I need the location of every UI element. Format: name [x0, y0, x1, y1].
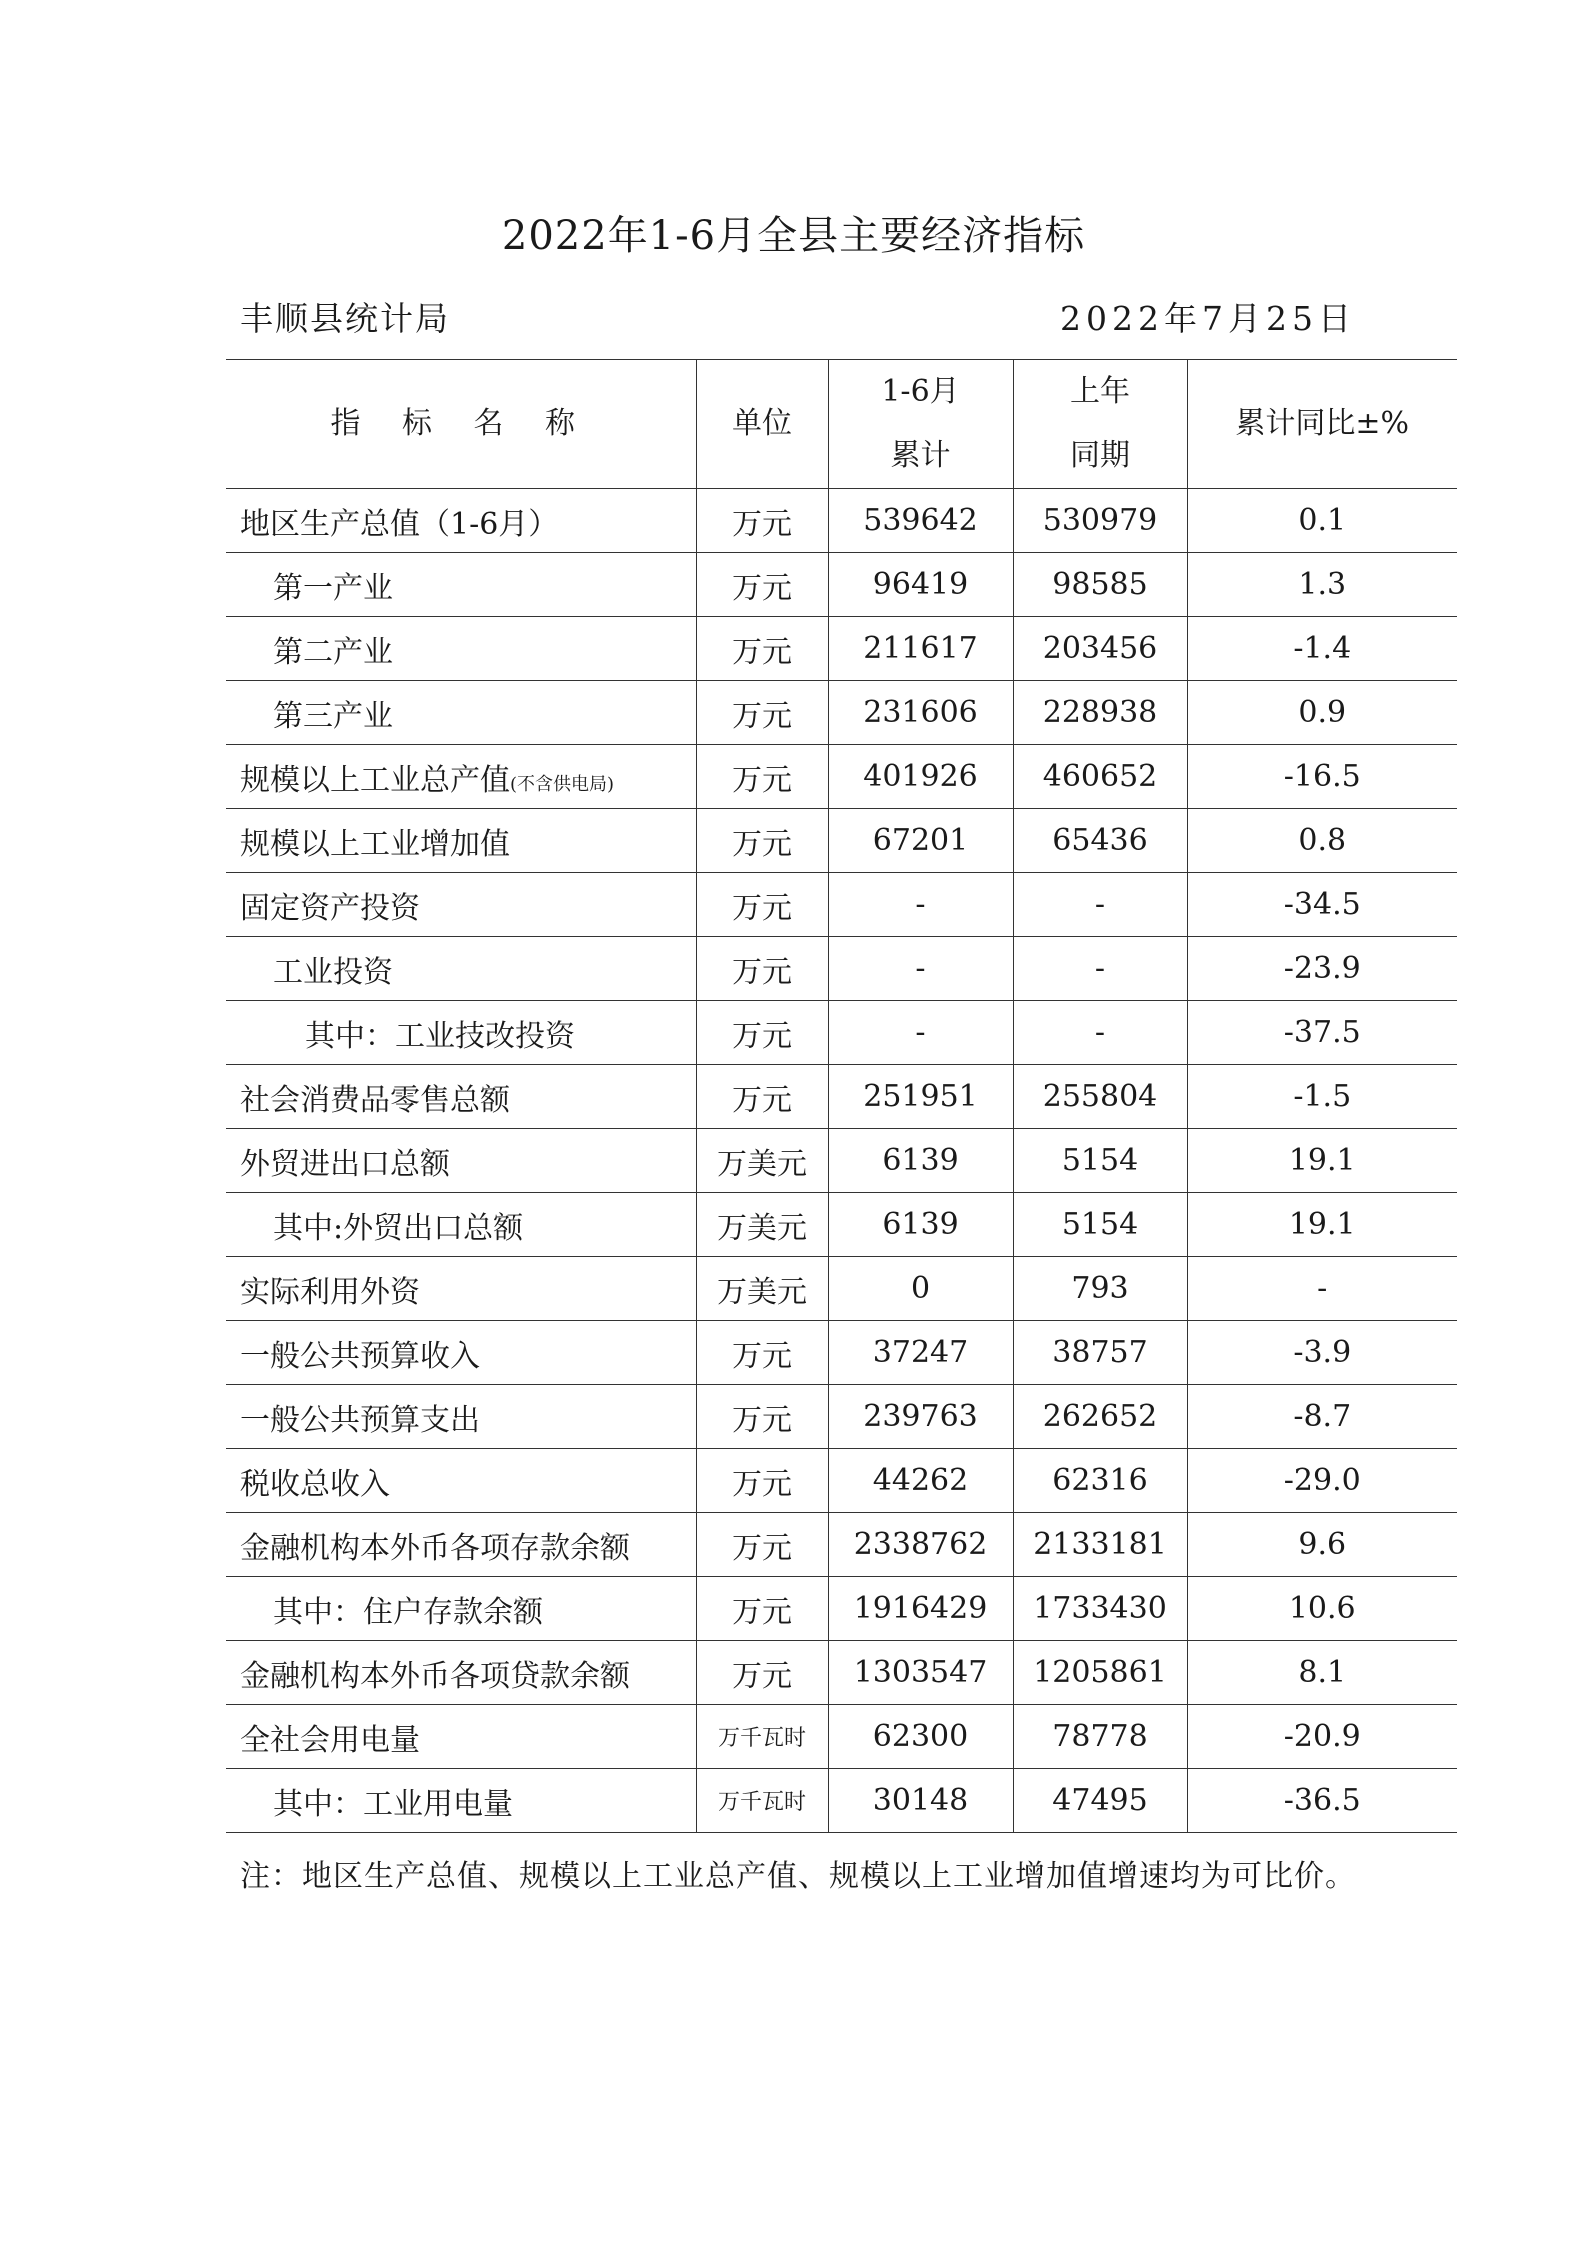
- row-previous: 228938: [1013, 681, 1187, 745]
- row-unit: 万千瓦时: [696, 1769, 828, 1833]
- row-previous: 5154: [1013, 1193, 1187, 1257]
- row-current: 6139: [828, 1129, 1013, 1193]
- row-name: 一般公共预算收入: [226, 1321, 696, 1385]
- row-name: 地区生产总值（1-6月）: [226, 489, 696, 553]
- row-current: 96419: [828, 553, 1013, 617]
- row-name: 全社会用电量: [226, 1705, 696, 1769]
- table-row: [226, 1449, 1457, 1513]
- row-yoy: -20.9: [1187, 1705, 1457, 1769]
- table-row: [226, 937, 1457, 1001]
- row-previous: 78778: [1013, 1705, 1187, 1769]
- row-name: 其中:外贸出口总额: [226, 1193, 696, 1257]
- publish-date: 2022年7月25日: [1060, 299, 1356, 338]
- row-yoy: 0.1: [1187, 489, 1457, 553]
- row-yoy: 19.1: [1187, 1129, 1457, 1193]
- row-previous: 203456: [1013, 617, 1187, 681]
- row-name: 其中：工业技改投资: [226, 1001, 696, 1065]
- row-unit: 万元: [696, 1065, 828, 1129]
- row-previous: 62316: [1013, 1449, 1187, 1513]
- row-name-note: (不含供电局): [510, 773, 615, 795]
- row-previous: 5154: [1013, 1129, 1187, 1193]
- header-current-line1: 1-6月: [881, 374, 960, 409]
- row-name: 第一产业: [226, 553, 696, 617]
- table-row: [226, 1129, 1457, 1193]
- row-yoy: -1.4: [1187, 617, 1457, 681]
- row-yoy: 19.1: [1187, 1193, 1457, 1257]
- row-name: 税收总收入: [226, 1449, 696, 1513]
- document-title: 2022年1-6月全县主要经济指标: [501, 213, 1086, 259]
- table-row: [226, 809, 1457, 873]
- row-previous: 262652: [1013, 1385, 1187, 1449]
- table-row: [226, 1257, 1457, 1321]
- row-previous: 460652: [1013, 745, 1187, 809]
- row-name-text: 规模以上工业总产值: [240, 762, 510, 798]
- row-name: 金融机构本外币各项贷款余额: [226, 1641, 696, 1705]
- row-unit: 万美元: [696, 1129, 828, 1193]
- row-current: 1916429: [828, 1577, 1013, 1641]
- table-row: [226, 489, 1457, 553]
- row-name: 实际利用外资: [226, 1257, 696, 1321]
- row-yoy: 0.9: [1187, 681, 1457, 745]
- row-yoy: -37.5: [1187, 1001, 1457, 1065]
- row-yoy: 1.3: [1187, 553, 1457, 617]
- row-unit: 万元: [696, 1385, 828, 1449]
- row-yoy: -23.9: [1187, 937, 1457, 1001]
- row-current: 251951: [828, 1065, 1013, 1129]
- row-current: 539642: [828, 489, 1013, 553]
- row-current: 1303547: [828, 1641, 1013, 1705]
- row-previous: 98585: [1013, 553, 1187, 617]
- row-unit: 万元: [696, 681, 828, 745]
- row-unit: 万元: [696, 553, 828, 617]
- row-yoy: 0.8: [1187, 809, 1457, 873]
- header-previous-line1: 上年: [1070, 374, 1130, 409]
- table-row: [226, 1321, 1457, 1385]
- row-unit: 万元: [696, 937, 828, 1001]
- row-unit: 万美元: [696, 1193, 828, 1257]
- header-previous: [1013, 360, 1187, 489]
- row-unit: 万元: [696, 745, 828, 809]
- row-name: [226, 745, 696, 809]
- row-current: 37247: [828, 1321, 1013, 1385]
- row-previous: 1733430: [1013, 1577, 1187, 1641]
- header-name: 指 标 名 称: [226, 360, 696, 489]
- table-row: [226, 1513, 1457, 1577]
- footnote: 注：地区生产总值、规模以上工业总产值、规模以上工业增加值增速均为可比价。: [240, 1859, 1356, 1894]
- header-previous-line2: 同期: [1070, 438, 1130, 473]
- row-unit: 万元: [696, 1321, 828, 1385]
- row-yoy: -36.5: [1187, 1769, 1457, 1833]
- row-unit: 万美元: [696, 1257, 828, 1321]
- row-current: 44262: [828, 1449, 1013, 1513]
- row-previous: 47495: [1013, 1769, 1187, 1833]
- row-name: 规模以上工业增加值: [226, 809, 696, 873]
- table-row: [226, 1385, 1457, 1449]
- row-yoy: -3.9: [1187, 1321, 1457, 1385]
- row-current: 2338762: [828, 1513, 1013, 1577]
- row-yoy: -29.0: [1187, 1449, 1457, 1513]
- table-row: [226, 1705, 1457, 1769]
- row-previous: -: [1013, 1001, 1187, 1065]
- table-row: [226, 1001, 1457, 1065]
- row-name: 社会消费品零售总额: [226, 1065, 696, 1129]
- row-previous: 38757: [1013, 1321, 1187, 1385]
- row-unit: 万元: [696, 809, 828, 873]
- row-name: 工业投资: [226, 937, 696, 1001]
- table-header-row: [226, 360, 1457, 489]
- row-name: 其中：工业用电量: [226, 1769, 696, 1833]
- row-current: -: [828, 873, 1013, 937]
- table-row: [226, 1577, 1457, 1641]
- row-previous: 530979: [1013, 489, 1187, 553]
- row-previous: -: [1013, 873, 1187, 937]
- row-yoy: -1.5: [1187, 1065, 1457, 1129]
- row-yoy: 9.6: [1187, 1513, 1457, 1577]
- table-row: [226, 745, 1457, 809]
- row-unit: 万元: [696, 1641, 828, 1705]
- row-previous: 793: [1013, 1257, 1187, 1321]
- row-unit: 万元: [696, 873, 828, 937]
- table-row: [226, 617, 1457, 681]
- table-row: [226, 1065, 1457, 1129]
- row-current: -: [828, 937, 1013, 1001]
- row-current: 231606: [828, 681, 1013, 745]
- header-current: [828, 360, 1013, 489]
- organization-name: 丰顺县统计局: [240, 299, 450, 338]
- row-previous: -: [1013, 937, 1187, 1001]
- row-yoy: -: [1187, 1257, 1457, 1321]
- row-name: 第二产业: [226, 617, 696, 681]
- row-current: 0: [828, 1257, 1013, 1321]
- row-name: 其中：住户存款余额: [226, 1577, 696, 1641]
- row-unit: 万元: [696, 1001, 828, 1065]
- table-row: [226, 1769, 1457, 1833]
- row-unit: 万元: [696, 1513, 828, 1577]
- row-name: 第三产业: [226, 681, 696, 745]
- row-unit: 万元: [696, 1577, 828, 1641]
- header-current-line2: 累计: [890, 438, 951, 473]
- row-unit: 万元: [696, 617, 828, 681]
- row-current: 30148: [828, 1769, 1013, 1833]
- row-name: 金融机构本外币各项存款余额: [226, 1513, 696, 1577]
- row-previous: 2133181: [1013, 1513, 1187, 1577]
- row-yoy: -34.5: [1187, 873, 1457, 937]
- row-previous: 1205861: [1013, 1641, 1187, 1705]
- row-current: 67201: [828, 809, 1013, 873]
- row-name: 一般公共预算支出: [226, 1385, 696, 1449]
- row-current: 401926: [828, 745, 1013, 809]
- row-name: 外贸进出口总额: [226, 1129, 696, 1193]
- table-row: [226, 1641, 1457, 1705]
- header-yoy: 累计同比±%: [1187, 360, 1457, 489]
- row-yoy: 8.1: [1187, 1641, 1457, 1705]
- table-row: [226, 681, 1457, 745]
- row-yoy: 10.6: [1187, 1577, 1457, 1641]
- row-current: 62300: [828, 1705, 1013, 1769]
- row-unit: 万元: [696, 1449, 828, 1513]
- row-yoy: -16.5: [1187, 745, 1457, 809]
- row-unit: 万千瓦时: [696, 1705, 828, 1769]
- row-current: -: [828, 1001, 1013, 1065]
- header-unit: 单位: [696, 360, 828, 489]
- row-yoy: -8.7: [1187, 1385, 1457, 1449]
- row-name: 固定资产投资: [226, 873, 696, 937]
- row-unit: 万元: [696, 489, 828, 553]
- economic-indicators-table: [226, 359, 1457, 1833]
- row-current: 239763: [828, 1385, 1013, 1449]
- row-previous: 255804: [1013, 1065, 1187, 1129]
- row-current: 6139: [828, 1193, 1013, 1257]
- row-previous: 65436: [1013, 809, 1187, 873]
- table-row: [226, 553, 1457, 617]
- row-current: 211617: [828, 617, 1013, 681]
- table-row: [226, 873, 1457, 937]
- table-row: [226, 1193, 1457, 1257]
